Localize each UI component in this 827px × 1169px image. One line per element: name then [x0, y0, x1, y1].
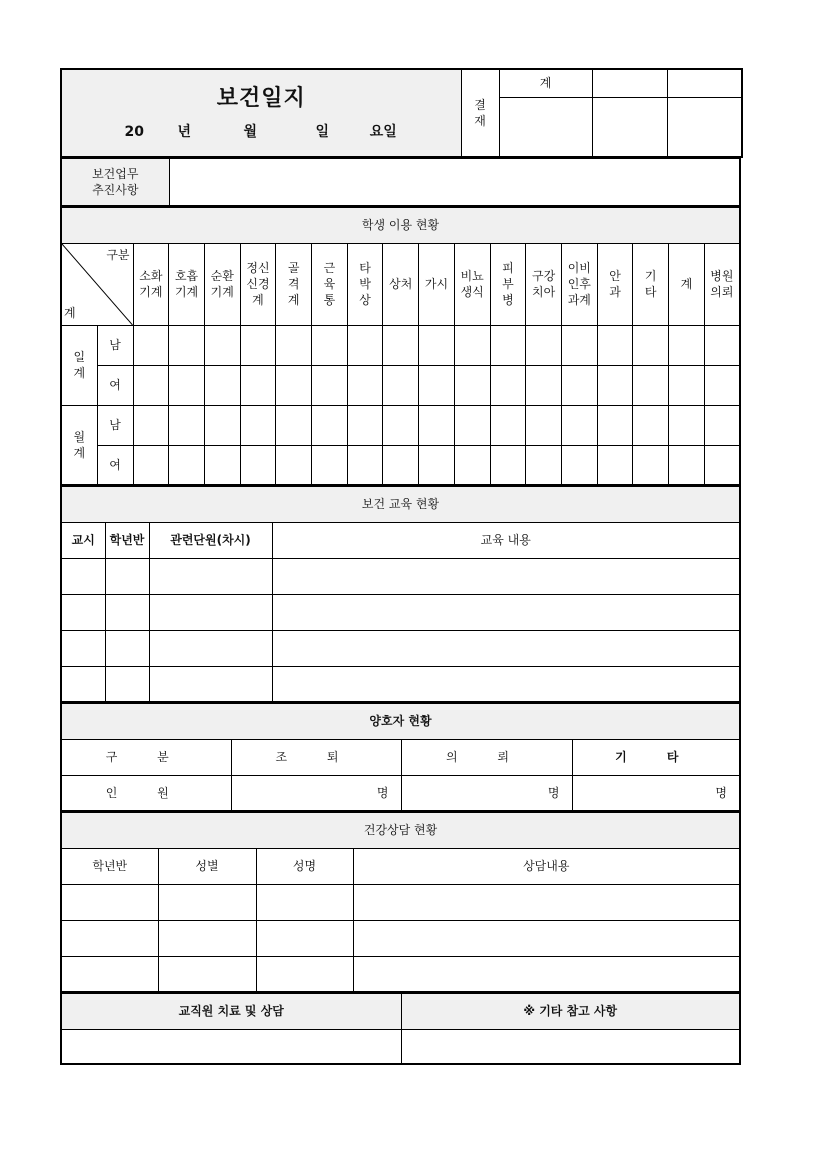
usage-count-cell[interactable]	[704, 325, 740, 365]
usage-gender-label: 남	[97, 405, 133, 445]
day-label: 일	[315, 124, 330, 141]
usage-count-cell[interactable]	[669, 325, 705, 365]
counsel-header-content: 상담내용	[353, 848, 740, 884]
counsel-row-cell[interactable]	[256, 884, 353, 920]
counsel-row-cell[interactable]	[256, 956, 353, 992]
usage-column-header-line: 생식	[460, 285, 484, 299]
task-content[interactable]	[169, 158, 740, 206]
usage-count-cell[interactable]	[633, 445, 669, 485]
usage-column-header	[561, 243, 597, 325]
edu-row-cell[interactable]	[61, 594, 105, 630]
usage-gender-label: 남	[97, 325, 133, 365]
usage-count-cell[interactable]	[454, 325, 490, 365]
month-label: 월	[243, 124, 258, 141]
usage-column-header-line: 박	[359, 276, 371, 291]
usage-count-cell[interactable]	[276, 405, 312, 445]
edu-row-cell[interactable]	[61, 666, 105, 702]
usage-column-header-line: 육	[323, 276, 336, 291]
approval-label: 결재	[461, 69, 499, 157]
approval-sign-1[interactable]	[499, 97, 592, 157]
usage-column-header-line: 기계	[174, 285, 199, 299]
usage-group-label: 월계	[61, 405, 97, 485]
usage-count-cell[interactable]	[526, 445, 562, 485]
counsel-row-cell[interactable]	[61, 884, 158, 920]
usage-column-header-line: 과계	[567, 293, 591, 308]
edu-row-cell[interactable]	[149, 666, 272, 702]
usage-count-cell[interactable]	[169, 445, 205, 485]
usage-column-header-line: 비뇨	[460, 268, 484, 283]
usage-count-cell[interactable]	[276, 325, 312, 365]
usage-count-cell[interactable]	[204, 325, 240, 365]
usage-column-header-line: 의뢰	[710, 285, 734, 299]
usage-column-header-line: 통	[323, 293, 336, 308]
usage-count-cell[interactable]	[312, 365, 348, 405]
care-header-category: 구 분	[61, 739, 231, 775]
counsel-row-cell[interactable]	[158, 884, 256, 920]
corner-bottom-label: 계	[64, 306, 76, 321]
usage-column-header-line: 치아	[531, 285, 556, 299]
date-line	[62, 123, 461, 142]
usage-count-cell[interactable]	[597, 405, 633, 445]
usage-count-cell[interactable]	[240, 405, 276, 445]
counseling-title: 건강상담 현황	[61, 812, 740, 848]
edu-row-cell[interactable]	[272, 630, 740, 666]
usage-count-cell[interactable]	[419, 365, 455, 405]
usage-count-cell[interactable]	[133, 445, 169, 485]
edu-row-cell[interactable]	[105, 558, 149, 594]
student-usage-title: 학생 이용 현황	[61, 207, 740, 243]
usage-count-cell[interactable]	[347, 405, 383, 445]
usage-gender-label: 여	[97, 445, 133, 485]
staff-treatment-content[interactable]	[61, 1029, 401, 1064]
usage-count-cell[interactable]	[561, 325, 597, 365]
care-header-early-leave: 조 퇴	[231, 739, 401, 775]
usage-column-header-line: 병원	[710, 268, 734, 283]
approval-col-1-header: 계	[499, 69, 592, 97]
usage-column-header	[312, 243, 348, 325]
usage-column-header-line: 정신	[246, 260, 270, 275]
edu-row-cell[interactable]	[272, 594, 740, 630]
usage-count-cell[interactable]	[312, 445, 348, 485]
usage-count-cell[interactable]	[490, 445, 526, 485]
usage-column-header-line: 기	[644, 268, 657, 283]
usage-count-cell[interactable]	[133, 365, 169, 405]
approval-col-3-header	[667, 69, 742, 97]
usage-count-cell[interactable]	[597, 325, 633, 365]
usage-count-cell[interactable]	[169, 405, 205, 445]
usage-count-cell[interactable]	[454, 405, 490, 445]
counseling-table	[60, 811, 741, 993]
title-cell	[61, 69, 461, 157]
usage-count-cell[interactable]	[633, 325, 669, 365]
counsel-row	[61, 956, 740, 992]
counsel-row-cell[interactable]	[158, 920, 256, 956]
edu-row-cell[interactable]	[105, 594, 149, 630]
usage-count-cell[interactable]	[204, 365, 240, 405]
usage-column-header-line: 근	[323, 260, 336, 275]
usage-group-label: 일계	[61, 325, 97, 405]
usage-column-header	[204, 243, 240, 325]
usage-row	[61, 365, 740, 405]
usage-column-header-line: 계	[680, 276, 693, 291]
edu-header-class: 학년반	[105, 522, 149, 558]
care-status-title: 양호자 현황	[61, 703, 740, 739]
usage-count-cell[interactable]	[490, 365, 526, 405]
edu-row	[61, 594, 740, 630]
usage-column-header-line: 가시	[424, 276, 449, 291]
care-early-leave-count[interactable]: 명	[231, 775, 401, 811]
task-label: 보건업무 추진사항	[61, 158, 169, 206]
health-education-table	[60, 485, 741, 703]
usage-count-cell[interactable]	[526, 325, 562, 365]
usage-column-header-line: 호흡	[174, 268, 199, 283]
usage-column-header-line: 타	[644, 285, 657, 299]
usage-column-header-line: 타	[359, 260, 371, 275]
usage-column-header	[454, 243, 490, 325]
usage-column-header-line: 기계	[139, 285, 163, 299]
usage-column-header-line: 계	[252, 293, 264, 308]
edu-row-cell[interactable]	[272, 666, 740, 702]
usage-column-header-line: 병	[502, 293, 514, 308]
usage-count-cell[interactable]	[597, 445, 633, 485]
usage-count-cell[interactable]	[454, 445, 490, 485]
health-log-form	[60, 68, 741, 1065]
footer-table	[60, 992, 741, 1065]
usage-count-cell[interactable]	[204, 445, 240, 485]
usage-count-cell[interactable]	[597, 365, 633, 405]
edu-header-content: 교육 내용	[272, 522, 740, 558]
counsel-header-class: 학년반	[61, 848, 158, 884]
usage-column-header	[419, 243, 455, 325]
usage-row	[61, 445, 740, 485]
usage-column-header-line: 골	[287, 260, 300, 275]
usage-column-header	[169, 243, 205, 325]
counsel-header-gender: 성별	[158, 848, 256, 884]
edu-row-cell[interactable]	[149, 630, 272, 666]
usage-count-cell[interactable]	[669, 365, 705, 405]
edu-row-cell[interactable]	[149, 594, 272, 630]
usage-count-cell[interactable]	[312, 405, 348, 445]
usage-count-cell[interactable]	[419, 405, 455, 445]
usage-column-header-line: 신경	[246, 276, 270, 291]
usage-column-header-line: 과	[609, 285, 621, 299]
usage-column-header	[669, 243, 705, 325]
usage-count-cell[interactable]	[490, 405, 526, 445]
usage-column-header-line: 이비	[567, 260, 591, 275]
edu-row	[61, 558, 740, 594]
health-education-title: 보건 교육 현황	[61, 486, 740, 522]
counsel-row-cell[interactable]	[61, 920, 158, 956]
usage-count-cell[interactable]	[240, 445, 276, 485]
usage-count-cell[interactable]	[169, 365, 205, 405]
usage-count-cell[interactable]	[526, 365, 562, 405]
edu-header-unit: 관련단원(차시)	[149, 522, 272, 558]
care-referral-count[interactable]: 명	[401, 775, 572, 811]
task-table	[60, 157, 741, 207]
corner-top-label: 구분	[106, 247, 130, 262]
counsel-row-cell[interactable]	[353, 956, 740, 992]
edu-row-cell[interactable]	[61, 630, 105, 666]
usage-count-cell[interactable]	[383, 325, 419, 365]
usage-count-cell[interactable]	[347, 325, 383, 365]
approval-sign-3[interactable]	[667, 97, 742, 157]
usage-column-header	[490, 243, 526, 325]
counsel-row	[61, 884, 740, 920]
usage-count-cell[interactable]	[704, 405, 740, 445]
usage-column-header	[383, 243, 419, 325]
page-title: 보건일지	[216, 85, 306, 111]
header-table	[60, 68, 743, 158]
student-usage-table	[60, 206, 741, 486]
year-prefix: 20	[124, 124, 144, 141]
usage-corner-cell	[61, 243, 133, 325]
usage-count-cell[interactable]	[204, 405, 240, 445]
edu-header-period: 교시	[61, 522, 105, 558]
usage-column-header	[133, 243, 169, 325]
usage-count-cell[interactable]	[669, 405, 705, 445]
usage-column-header	[633, 243, 669, 325]
usage-column-header-line: 격	[287, 276, 300, 291]
usage-column-header	[240, 243, 276, 325]
usage-column-header	[347, 243, 383, 325]
usage-column-header	[276, 243, 312, 325]
usage-count-cell[interactable]	[133, 405, 169, 445]
usage-column-header	[526, 243, 562, 325]
care-other-count[interactable]: 명	[572, 775, 740, 811]
counsel-row-cell[interactable]	[353, 884, 740, 920]
usage-count-cell[interactable]	[561, 405, 597, 445]
notes-content[interactable]	[401, 1029, 740, 1064]
usage-column-header-line: 순환	[210, 268, 234, 283]
approval-sign-2[interactable]	[592, 97, 667, 157]
care-row-label: 인 원	[61, 775, 231, 811]
usage-count-cell[interactable]	[704, 445, 740, 485]
edu-row-cell[interactable]	[149, 558, 272, 594]
usage-column-header-line: 상처	[389, 276, 413, 291]
usage-column-header-line: 기계	[210, 285, 234, 299]
usage-column-header-line: 계	[287, 293, 300, 308]
usage-count-cell[interactable]	[561, 445, 597, 485]
usage-count-cell[interactable]	[419, 325, 455, 365]
usage-count-cell[interactable]	[240, 325, 276, 365]
usage-count-cell[interactable]	[561, 365, 597, 405]
usage-count-cell[interactable]	[240, 365, 276, 405]
usage-count-cell[interactable]	[169, 325, 205, 365]
care-header-other: 기 타	[572, 739, 740, 775]
usage-row	[61, 405, 740, 445]
usage-count-cell[interactable]	[633, 365, 669, 405]
edu-row-cell[interactable]	[272, 558, 740, 594]
staff-treatment-title: 교직원 치료 및 상담	[61, 993, 401, 1029]
usage-column-header-line: 소화	[139, 268, 163, 283]
care-status-table	[60, 702, 741, 812]
usage-count-cell[interactable]	[312, 325, 348, 365]
usage-count-cell[interactable]	[454, 365, 490, 405]
usage-count-cell[interactable]	[276, 445, 312, 485]
weekday-label: 요일	[369, 124, 397, 141]
edu-row	[61, 666, 740, 702]
usage-column-header-line: 인후	[567, 276, 591, 291]
edu-row-cell[interactable]	[105, 666, 149, 702]
usage-column-header-line: 부	[502, 276, 514, 291]
counsel-header-name: 성명	[256, 848, 353, 884]
usage-column-header-line: 안	[609, 268, 621, 283]
approval-col-2-header	[592, 69, 667, 97]
usage-count-cell[interactable]	[133, 325, 169, 365]
usage-count-cell[interactable]	[704, 365, 740, 405]
usage-count-cell[interactable]	[383, 365, 419, 405]
usage-count-cell[interactable]	[347, 365, 383, 405]
usage-count-cell[interactable]	[276, 365, 312, 405]
edu-row-cell[interactable]	[105, 630, 149, 666]
usage-column-header-line: 피	[502, 260, 514, 275]
usage-row	[61, 325, 740, 365]
usage-count-cell[interactable]	[669, 445, 705, 485]
counsel-row-cell[interactable]	[61, 956, 158, 992]
usage-count-cell[interactable]	[526, 405, 562, 445]
usage-column-header-line: 상	[359, 293, 371, 308]
usage-count-cell[interactable]	[383, 405, 419, 445]
usage-count-cell[interactable]	[633, 405, 669, 445]
counsel-row	[61, 920, 740, 956]
care-header-referral: 의 뢰	[401, 739, 572, 775]
usage-count-cell[interactable]	[419, 445, 455, 485]
counsel-row-cell[interactable]	[158, 956, 256, 992]
counsel-row-cell[interactable]	[353, 920, 740, 956]
edu-row-cell[interactable]	[61, 558, 105, 594]
notes-title: ※ 기타 참고 사항	[401, 993, 740, 1029]
usage-count-cell[interactable]	[347, 445, 383, 485]
edu-row	[61, 630, 740, 666]
usage-count-cell[interactable]	[490, 325, 526, 365]
usage-count-cell[interactable]	[383, 445, 419, 485]
usage-column-header	[704, 243, 740, 325]
usage-column-header-line: 구강	[531, 268, 556, 283]
counsel-row-cell[interactable]	[256, 920, 353, 956]
usage-column-header	[597, 243, 633, 325]
usage-gender-label: 여	[97, 365, 133, 405]
year-label: 년	[177, 124, 192, 141]
